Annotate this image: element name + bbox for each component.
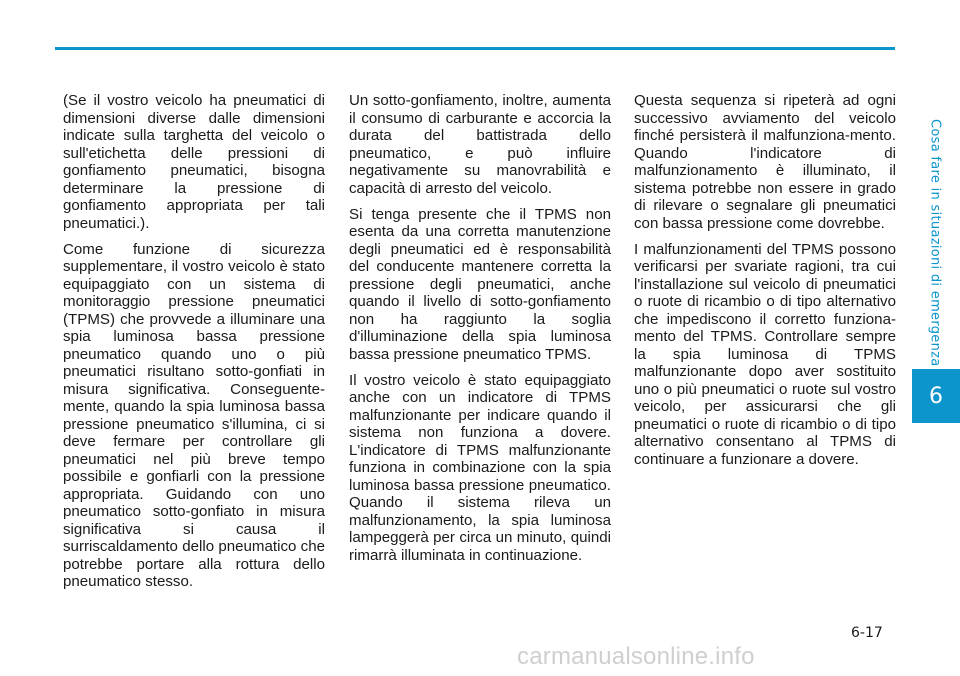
watermark: carmanualsonline.info: [517, 643, 755, 670]
text-column-1: [63, 92, 325, 599]
chapter-title-text: Cosa fare in situazioni di emergenza: [927, 119, 943, 367]
paragraph: Si tenga presente che il TPMS non esenta da una corretta manutenzione degli pneumatici ed è responsabilità del conducente mantenere corretta la pressione degli pneumatici, anche quando il livello di sotto-gonfiamento non ha raggiunto la soglia d'illuminazione della spia luminosa bassa pressione pneumatico TPMS.: [349, 205, 611, 363]
paragraph: Il vostro veicolo è stato equipaggiato anche con un indicatore di TPMS malfunzionante per indicare quando il sistema non funziona a dovere. L'indicatore di TPMS malfunzionante funziona in combinazione con la spia luminosa bassa pressione pneumatico. Quando il sistema rileva un malfunzionamento, la spia luminosa lampeggerà per circa un minuto, quindi rimarrà illuminata in continuazione.: [349, 371, 611, 564]
paragraph: Questa sequenza si ripeterà ad ogni successivo avviamento del veicolo finché persisterà il malfunziona-mento. Quando l'indicatore di malfunzionamento è illuminato, il sistema potrebbe non essere in grado di rilevare o segnalare gli pneumatici con bassa pressione come dovrebbe.: [634, 92, 896, 232]
paragraph: Come funzione di sicurezza supplementare, il vostro veicolo è stato equipaggiato con un sistema di monitoraggio pressione pneumatici (TPMS) che provvede a illuminare una spia luminosa bassa pressione pneumatico quando uno o più pneumatici risultano sotto-gonfiati in misura significativa. Conseguente-mente, quando la spia luminosa bassa pressione pneumatico s'illumina, ci si deve fermare per controllare gli pneumatici nel più breve tempo possibile e gonfiarli con la pressione appropriata. Guidando con uno pneumatico sotto-gonfiato in misura significativa si causa il surriscaldamento dello pneumatico che potrebbe portare alla rottura dello pneumatico stesso.: [63, 240, 325, 590]
paragraph: (Se il vostro veicolo ha pneumatici di dimensioni diverse dalle dimensioni indicate sulla targhetta del veicolo o sull'etichetta delle pressioni di gonfiamento pneumatici, bisogna determinare la pressione di gonfiamento appropriata per tali pneumatici.).: [63, 92, 325, 232]
page-number: 6-17: [851, 625, 883, 641]
chapter-tab: [912, 369, 960, 423]
chapter-number: 6: [929, 383, 943, 409]
paragraph: Un sotto-gonfiamento, inoltre, aumenta il consumo di carburante e accorcia la durata del battistrada dello pneumatico, e può influire negativamente su manovrabilità e capacità di arresto del veicolo.: [349, 92, 611, 197]
text-column-2: [349, 92, 611, 573]
chapter-side-title: [920, 118, 950, 368]
header-rule: [55, 47, 895, 50]
paragraph: I malfunzionamenti del TPMS possono verificarsi per svariate ragioni, tra cui l'installazione sul veicolo di pneumatici o ruote di ricambio o di tipo alternativo che impediscono il corretto funziona-mento del TPMS. Controllare sempre la spia luminosa di TPMS malfunzionante dopo aver sostituito uno o più pneumatici o ruote sul vostro veicolo, per assicurarsi che gli pneumatici o ruote di ricambio o di tipo alternativo consentano al TPMS di continuare a funzionare a dovere.: [634, 240, 896, 468]
text-column-3: [634, 92, 896, 477]
